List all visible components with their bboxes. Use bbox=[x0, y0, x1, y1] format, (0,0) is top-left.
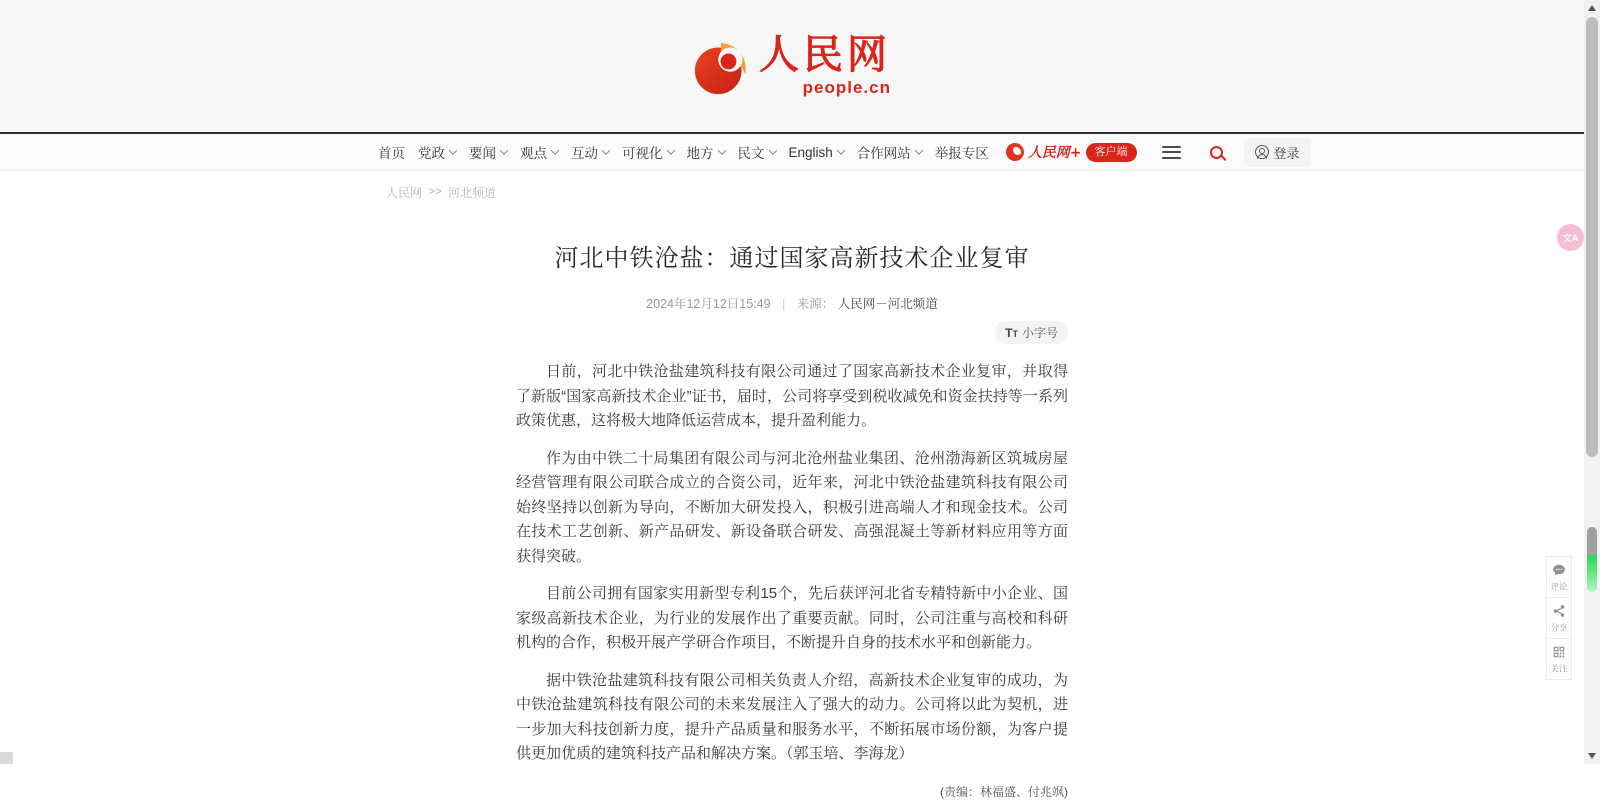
nav-label: 地方 bbox=[687, 142, 714, 162]
chevron-down-icon bbox=[551, 146, 559, 154]
editor-note: (责编：林福盛、付兆飒) bbox=[516, 780, 1068, 804]
qr-code-icon bbox=[1547, 645, 1571, 660]
share-label: 分享 bbox=[1549, 620, 1569, 633]
floating-toolbar bbox=[1546, 556, 1572, 680]
breadcrumb-root[interactable]: 人民网 bbox=[386, 184, 422, 201]
scroll-down-arrow-icon[interactable] bbox=[1588, 753, 1596, 759]
chevron-down-icon bbox=[837, 146, 845, 154]
share-icon bbox=[1547, 604, 1571, 619]
nav-label: 互动 bbox=[571, 142, 598, 162]
nav-item-party[interactable] bbox=[418, 142, 456, 162]
site-header bbox=[0, 0, 1584, 132]
font-size-control[interactable] bbox=[995, 321, 1068, 344]
nav-item-interact[interactable] bbox=[571, 142, 609, 162]
people-cn-logo-icon bbox=[693, 40, 749, 96]
app-client-badge[interactable] bbox=[1006, 142, 1137, 162]
nav-label: 要闻 bbox=[469, 142, 496, 162]
menu-icon[interactable] bbox=[1162, 146, 1181, 159]
article-title: 河北中铁沧盐：通过国家高新技术企业复审 bbox=[386, 238, 1198, 273]
search-icon bbox=[1210, 146, 1223, 159]
font-size-icon: TT bbox=[1005, 326, 1018, 340]
chevron-down-icon bbox=[449, 146, 457, 154]
source-label: 来源： bbox=[797, 297, 835, 311]
follow-label: 关注 bbox=[1549, 661, 1569, 674]
chevron-down-icon bbox=[915, 146, 923, 154]
paragraph: 日前，河北中铁沧盐建筑科技有限公司通过了国家高新技术企业复审，并取得了新版“国家高新技术企业”证书，届时，公司将享受到税收减免和资金扶持等一系列政策优惠，这将极大地降低运营成本，提升盈利能力。 bbox=[516, 360, 1068, 434]
nav-label: 首页 bbox=[378, 142, 405, 162]
article-meta bbox=[386, 294, 1198, 312]
meta-divider: | bbox=[782, 297, 785, 311]
logo-text bbox=[759, 35, 891, 98]
font-size-row bbox=[516, 321, 1068, 344]
nav-item-report[interactable] bbox=[935, 142, 989, 162]
nav-item-local[interactable] bbox=[687, 142, 725, 162]
nav-label: 举报专区 bbox=[935, 142, 989, 162]
paragraph: 目前公司拥有国家实用新型专利15个，先后获评河北省专精特新中小企业、国家级高新技术企业，为行业的发展作出了重要贡献。同时，公司注重与高校和科研机构的合作，积极开展产学研合作项目，不断提升自身的技术水平和创新能力。 bbox=[516, 582, 1068, 656]
share-button[interactable] bbox=[1547, 598, 1571, 639]
nav-label: 合作网站 bbox=[857, 142, 911, 162]
login-button[interactable] bbox=[1244, 138, 1311, 167]
scroll-up-arrow-icon[interactable] bbox=[1588, 5, 1596, 11]
breadcrumb bbox=[386, 184, 1198, 201]
scrollbar-green-marker bbox=[1587, 527, 1597, 592]
site-logo[interactable] bbox=[693, 35, 891, 98]
nav-item-partners[interactable] bbox=[857, 142, 922, 162]
chevron-down-icon bbox=[666, 146, 674, 154]
people-cn-app-icon bbox=[1006, 143, 1024, 161]
nav-item-english[interactable] bbox=[789, 145, 844, 160]
scrollbar-thumb[interactable] bbox=[1586, 17, 1598, 457]
app-badge-brand: 人民网+ bbox=[1028, 142, 1082, 162]
nav-label: 党政 bbox=[418, 142, 445, 162]
translate-button[interactable]: 文A bbox=[1557, 224, 1584, 251]
app-badge-pill: 客户端 bbox=[1086, 143, 1137, 162]
login-label: 登录 bbox=[1274, 143, 1300, 162]
nav-label: 观点 bbox=[520, 142, 547, 162]
comment-button[interactable] bbox=[1547, 557, 1571, 598]
search-button[interactable] bbox=[1210, 146, 1223, 159]
publish-time: 2024年12月12日15:49 bbox=[646, 297, 770, 311]
nav-label: 民文 bbox=[738, 142, 765, 162]
source-link[interactable]: 人民网－河北频道 bbox=[838, 297, 938, 311]
site-name: 人民网 bbox=[759, 35, 891, 75]
main-nav bbox=[0, 132, 1584, 171]
paragraph: 据中铁沧盐建筑科技有限公司相关负责人介绍，高新技术企业复审的成功，为中铁沧盐建筑科技有限公司的未来发展注入了强大的动力。公司将以此为契机，进一步加大科技创新力度，提升产品质量和服务水平，不断拓展市场份额，为客户提供更加优质的建筑科技产品和解决方案。（郭玉培、李海龙） bbox=[516, 669, 1068, 767]
comment-icon bbox=[1547, 563, 1571, 578]
font-size-label: 小字号 bbox=[1022, 324, 1058, 341]
article-body bbox=[516, 360, 1068, 804]
nav-item-home[interactable] bbox=[378, 142, 405, 162]
nav-item-visual[interactable] bbox=[622, 142, 674, 162]
nav-label: English bbox=[789, 145, 833, 160]
nav-label: 可视化 bbox=[622, 142, 663, 162]
article-page bbox=[386, 184, 1198, 804]
nav-item-news[interactable] bbox=[469, 142, 507, 162]
nav-item-minority[interactable] bbox=[738, 142, 776, 162]
comment-label: 评论 bbox=[1549, 579, 1569, 592]
follow-button[interactable] bbox=[1547, 639, 1571, 679]
site-domain: people.cn bbox=[803, 78, 891, 98]
chevron-down-icon bbox=[602, 146, 610, 154]
chevron-down-icon bbox=[717, 146, 725, 154]
chevron-down-icon bbox=[768, 146, 776, 154]
breadcrumb-separator: >> bbox=[428, 184, 442, 201]
breadcrumb-section[interactable]: 河北频道 bbox=[448, 184, 496, 201]
chevron-down-icon bbox=[500, 146, 508, 154]
scrollbar[interactable] bbox=[1584, 0, 1600, 764]
paragraph: 作为由中铁二十局集团有限公司与河北沧州盐业集团、沧州渤海新区筑城房屋经营管理有限公司联合成立的合资公司，近年来，河北中铁沧盐建筑科技有限公司始终坚持以创新为导向，不断加大研发投入，积极引进高端人才和现金技术。公司在技术工艺创新、新产品研发、新设备联合研发、高强混凝土等新材料应用等方面获得突破。 bbox=[516, 447, 1068, 570]
user-icon bbox=[1255, 145, 1269, 159]
nav-item-opinion[interactable] bbox=[520, 142, 558, 162]
bottom-left-widget bbox=[0, 752, 13, 764]
